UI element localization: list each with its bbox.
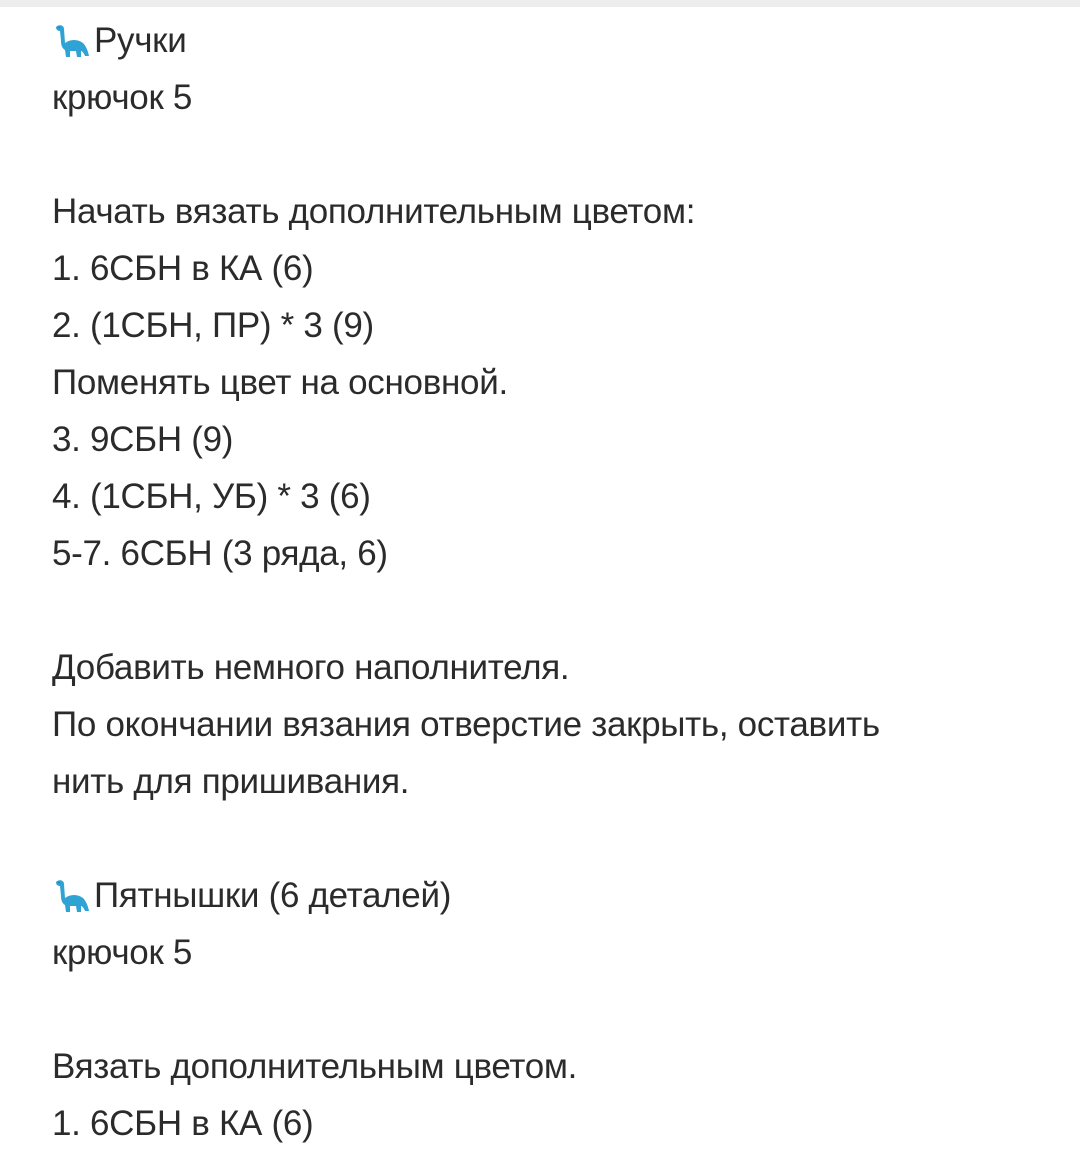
section-heading-spots	[52, 867, 1062, 924]
instruction-text: Вязать дополнительным цветом.	[52, 1047, 578, 1086]
pattern-row: 4. (1СБН, УБ) * 3 (6)	[52, 477, 371, 516]
pattern-row: 1. 6СБН в КА (6)	[52, 1104, 314, 1143]
spacer	[52, 126, 1062, 183]
top-divider	[0, 0, 1080, 7]
pattern-row: 2. (1СБН, ПР) * 3 (9)	[52, 306, 374, 345]
hook-size: крючок 5	[52, 933, 193, 972]
instruction-text: Добавить немного наполнителя.	[52, 648, 570, 687]
spacer	[52, 981, 1062, 1038]
pattern-row: 5-7. 6СБН (3 ряда, 6)	[52, 534, 388, 573]
spacer	[52, 582, 1062, 639]
pattern-text	[52, 12, 1062, 1152]
section-title: Ручки	[94, 21, 187, 60]
pattern-row: 3. 9СБН (9)	[52, 420, 234, 459]
sauropod-dinosaur-icon	[52, 878, 90, 914]
instruction-text: Поменять цвет на основной.	[52, 363, 508, 402]
section-title: Пятнышки (6 деталей)	[94, 876, 452, 915]
instruction-text: Начать вязать дополнительным цветом:	[52, 192, 696, 231]
sauropod-dinosaur-icon	[52, 23, 90, 59]
spacer	[52, 810, 1062, 867]
instruction-text: нить для пришивания.	[52, 762, 410, 801]
instruction-text: По окончании вязания отверстие закрыть, оставить	[52, 705, 880, 744]
hook-size: крючок 5	[52, 78, 193, 117]
pattern-row: 1. 6СБН в КА (6)	[52, 249, 314, 288]
section-heading-handles	[52, 12, 1062, 69]
